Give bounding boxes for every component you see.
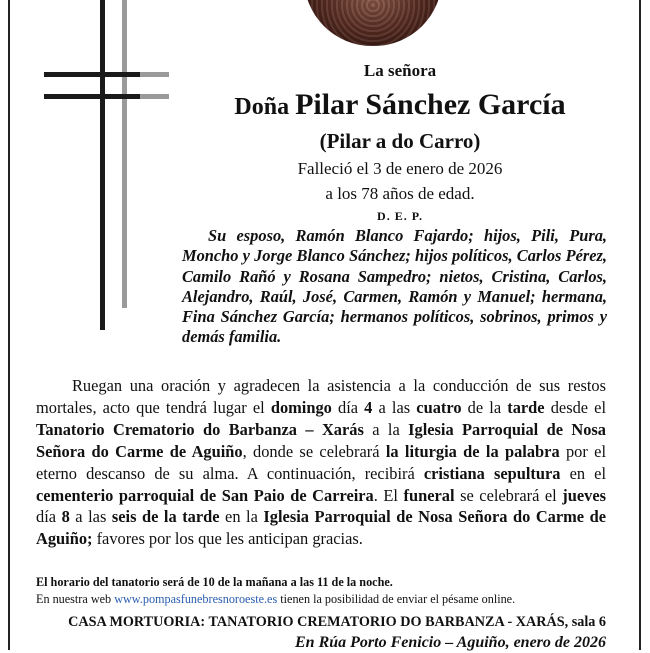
left-border-line [8,0,10,650]
nickname: (Pilar a do Carro) [319,129,481,153]
web-condolence-note: En nuestra web www.pompasfunebresnoroeste.es tienen la posibilidad de enviar el pésame online. [36,592,516,606]
age: a los 78 años de edad. [325,184,475,203]
tanatorio-schedule: El horario del tanatorio será de 10 de la mañana a las 11 de la noche. [36,575,393,589]
cross-icon [44,0,169,330]
funeral-home: CASA MORTUORIA: TANATORIO CREMATORIO DO BARBANZA - XARÁS, sala 6 [68,614,606,630]
deceased-name [180,88,620,122]
deceased-portrait [304,0,442,46]
place-date: En Rúa Porto Fenicio – Aguiño, enero de 2026 [295,634,606,651]
right-border-line [639,0,641,650]
family-list: Su esposo, Ramón Blanco Fajardo; hijos, Pili, Pura, Moncho y Jorge Blanco Sánchez; hijos políticos, Carlos Pérez, Camilo Rañó y Rosana Sampedro; nietos, Cristina, Carlos, Alejandro, Raúl, José, Carmen, Ramón y Manuel; hermana, Fina Sánchez García; hermanos políticos, sobrinos, primos y demás familia. [182,226,607,347]
rip-abbreviation: D. E. P. [377,209,423,223]
name-prefix: Doña [234,94,290,120]
service-paragraph: Ruegan una oración y agradecen la asistencia a la conducción de sus restos mortales, acto que tendrá lugar el domingo día 4 a las cuatro de la tarde desde el Tanatorio Crematorio do Barbanza – Xarás a la Iglesia Parroquial de Nosa Señora do Carme de Aguiño, donde se celebrará la liturgia de la palabra por el eterno descanso de su alma. A continuación, recibirá cristiana sepultura en el cementerio parroquial de San Paio de Carreira. El funeral se celebrará el jueves día 8 a las seis de la tarde en la Iglesia Parroquial de Nosa Señora do Carme de Aguiño; favores por los que les anticipan gracias. [36,376,607,549]
website-link[interactable]: www.pompasfunebresnoroeste.es [114,592,278,606]
full-name: Pilar Sánchez García [295,88,566,121]
death-date: Falleció el 3 de enero de 2026 [297,159,503,178]
honorific: La señora [363,61,437,80]
